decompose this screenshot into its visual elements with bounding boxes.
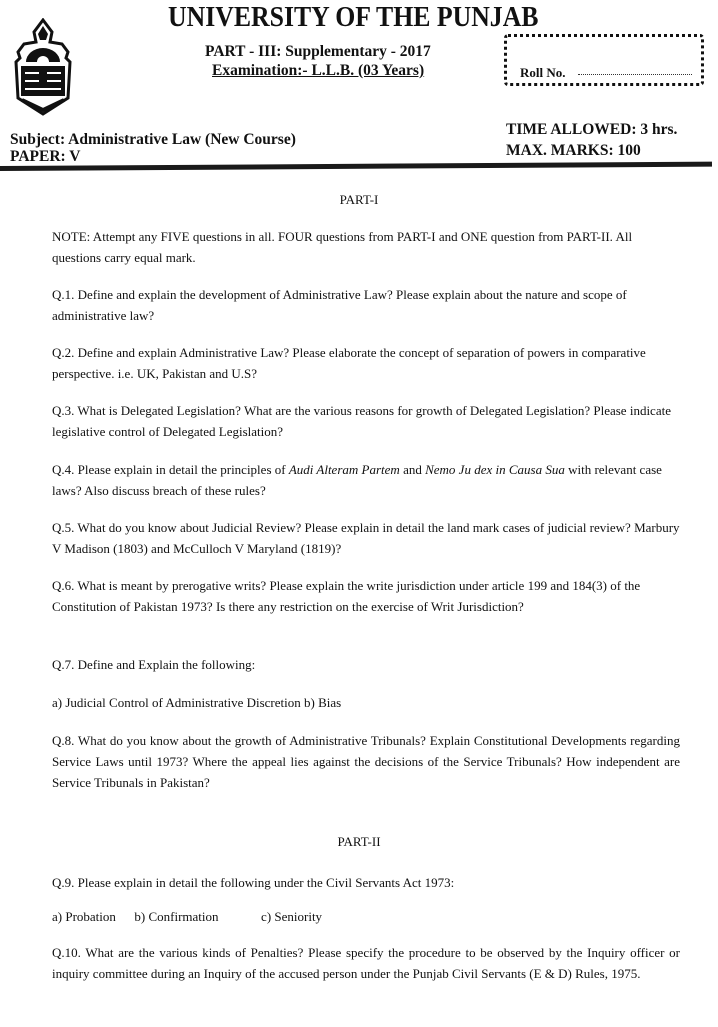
roll-number-field[interactable] xyxy=(578,74,692,75)
exam-name: Examination:- L.L.B. (03 Years) xyxy=(212,62,425,79)
question-text: What are the various kinds of Penalties? Please specify the procedure to be observed by the Inquiry officer or inquiry committee during an Inquiry of the accused person under the Punjab Civil Servants (E & D) Rules, 1975. xyxy=(52,945,680,981)
question-4 xyxy=(52,459,680,501)
header-divider xyxy=(0,162,712,171)
question-5 xyxy=(52,517,680,559)
question-8 xyxy=(52,730,680,793)
question-9-subparts xyxy=(52,906,680,927)
roll-number-label: Roll No. xyxy=(520,65,566,80)
question-text: with relevant case laws? Also discuss breach of these rules? xyxy=(52,462,662,498)
question-text: What do you know about Judicial Review? Please explain in detail the land mark cases of judicial review? Marbury V Madison (1803) and McCulloch V Maryland (1819)? xyxy=(52,520,680,556)
question-text: and xyxy=(399,462,426,477)
question-text: What is meant by prerogative writs? Please explain the write jurisdiction under article 199 and 184(3) of the Constitution of Pakistan 1973? Is there any restriction on the exercise of Writ Jurisdiction? xyxy=(52,578,641,614)
subject: Subject: Administrative Law (New Course) xyxy=(10,131,296,148)
question-text: Define and explain Administrative Law? Please elaborate the concept of separation of powers in comparative perspective. i.e. UK, Pakistan and U.S? xyxy=(52,345,646,381)
question-6 xyxy=(52,575,680,617)
question-3 xyxy=(52,400,680,442)
question-number: Q.4. xyxy=(52,462,75,477)
subpart-b: b) Confirmation xyxy=(134,909,219,924)
instructions-note: NOTE: Attempt any FIVE questions in all. FOUR questions from PART-I and ONE question from PART-II. All questions carry equal mark. xyxy=(52,229,633,265)
part-2-heading: PART-II xyxy=(337,834,381,849)
university-crest-icon xyxy=(12,18,74,118)
question-text: Define and Explain the following: xyxy=(77,657,256,672)
question-text: Please explain in detail the following under the Civil Servants Act 1973: xyxy=(77,875,455,890)
question-7-subparts: a) Judicial Control of Administrative Discretion b) Bias xyxy=(52,695,342,710)
question-number: Q.1. xyxy=(52,287,75,302)
question-text: Define and explain the development of Administrative Law? Please explain about the nature and scope of administrative law? xyxy=(52,287,627,323)
paper-number: PAPER: V xyxy=(10,148,81,165)
question-number: Q.5. xyxy=(52,520,75,535)
part-1-heading: PART-I xyxy=(339,192,379,207)
university-title: UNIVERSITY OF THE PUNJAB xyxy=(168,2,539,33)
question-10 xyxy=(52,942,680,984)
question-number: Q.8. xyxy=(52,733,75,748)
question-number: Q.10. xyxy=(52,945,81,960)
question-number: Q.3. xyxy=(52,403,75,418)
latin-maxim-2: Nemo Ju dex in Causa Sua xyxy=(425,462,565,477)
question-number: Q.7. xyxy=(52,657,75,672)
subpart-c: c) Seniority xyxy=(261,909,323,924)
question-7 xyxy=(52,654,680,675)
question-2 xyxy=(52,342,680,384)
question-number: Q.9. xyxy=(52,875,75,890)
question-number: Q.2. xyxy=(52,345,75,360)
question-text: Please explain in detail the principles of xyxy=(77,462,289,477)
question-9 xyxy=(52,872,680,893)
question-text: What is Delegated Legislation? What are the various reasons for growth of Delegated Legislation? Please indicate legislative control of Delegated Legislation? xyxy=(52,403,671,439)
question-1 xyxy=(52,284,680,326)
question-number: Q.6. xyxy=(52,578,75,593)
latin-maxim-1: Audi Alteram Partem xyxy=(288,462,400,477)
subpart-a: a) Probation xyxy=(52,909,116,924)
max-marks: MAX. MARKS: 100 xyxy=(506,142,641,159)
time-allowed: TIME ALLOWED: 3 hrs. xyxy=(506,121,678,138)
question-text: What do you know about the growth of Administrative Tribunals? Explain Constitutional Developments regarding Service Laws until 1973? Where the appeal lies against the decisions of the Service Tribunals? How independent are Service Tribunals in Pakistan? xyxy=(52,733,680,790)
exam-part: PART - III: Supplementary - 2017 xyxy=(205,43,431,60)
